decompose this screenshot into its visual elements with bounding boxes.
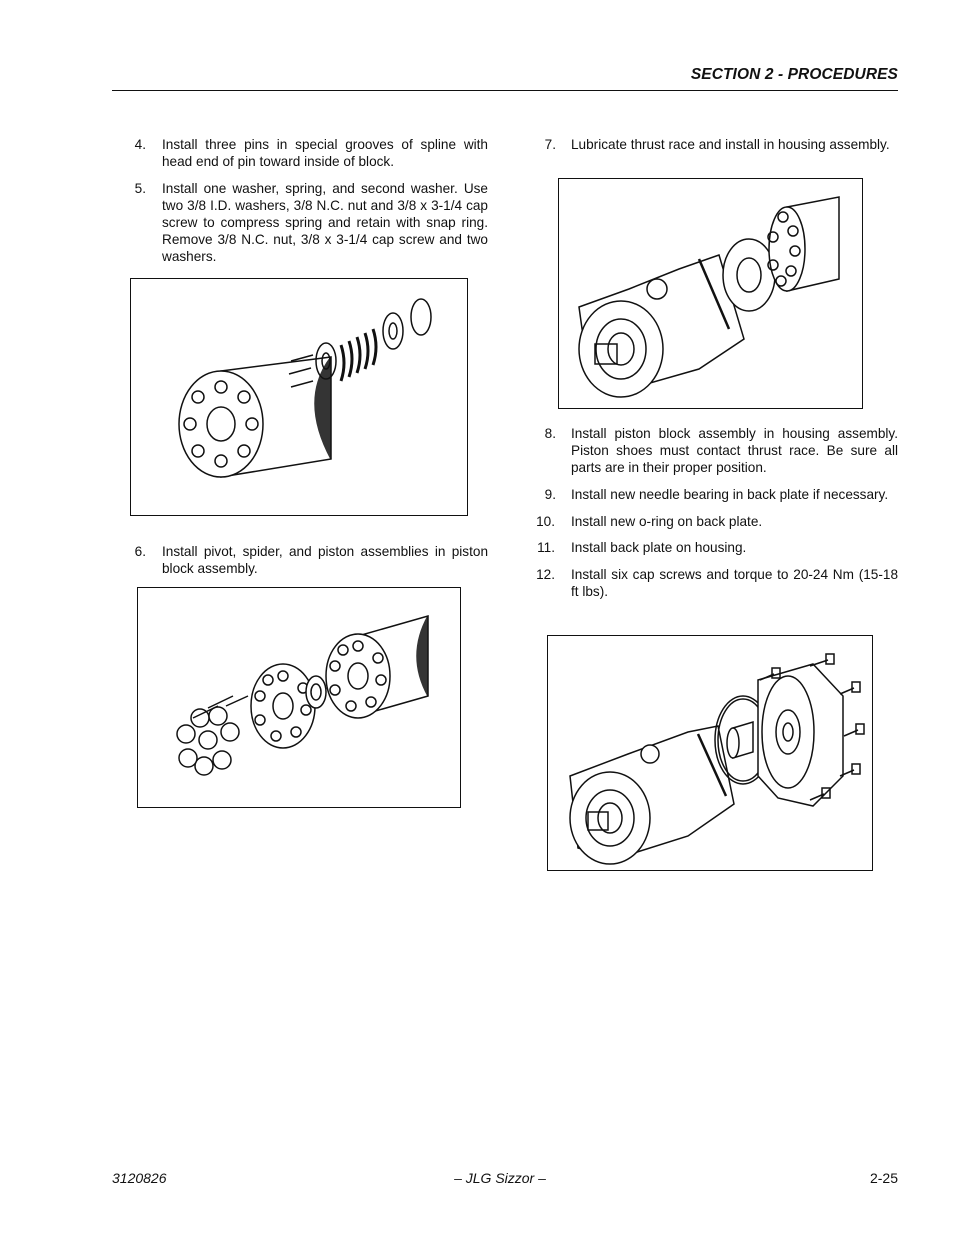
step-number: 7. — [544, 137, 556, 152]
step-text: Lubricate thrust race and install in housing assembly. — [571, 137, 890, 152]
step-number: 5. — [134, 181, 146, 196]
figure-back-plate-install — [547, 635, 873, 871]
footer-page-number: 2-25 — [869, 1170, 898, 1186]
figure-housing-thrust-race — [558, 178, 863, 409]
step-11 — [535, 539, 898, 556]
step-text: Install one washer, spring, and second washer. Use two 3/8 I.D. washers, 3/8 N.C. nut and 3/8 x 3-1/4 cap screw to compress spring and retain with snap ring. Remove 3/8 N.C. nut, 3/8 x 3-1/4 cap screw and two washers. — [162, 181, 488, 264]
piston-block-spring-illustration — [131, 279, 469, 517]
back-plate-illustration — [548, 636, 874, 872]
step-7 — [542, 136, 898, 153]
step-number: 8. — [544, 426, 556, 441]
step-number: 11. — [537, 540, 555, 555]
step-number: 12. — [536, 567, 555, 582]
figure-piston-block-spring — [130, 278, 468, 516]
step-text: Install back plate on housing. — [571, 540, 747, 555]
step-text: Install new needle bearing in back plate if necessary. — [571, 487, 889, 502]
figure-piston-spider-assembly — [137, 587, 461, 808]
step-6 — [136, 543, 488, 577]
step-text: Install new o-ring on back plate. — [571, 514, 763, 529]
section-title: SECTION 2 - PROCEDURES — [690, 66, 898, 83]
step-9 — [542, 486, 898, 503]
step-10 — [535, 513, 898, 530]
step-12 — [535, 566, 898, 600]
step-number: 9. — [544, 487, 556, 502]
piston-spider-illustration — [138, 588, 462, 809]
step-5 — [136, 180, 488, 265]
step-text: Install three pins in special grooves of spline with head end of pin toward inside of block. — [162, 137, 488, 169]
step-8 — [542, 425, 898, 476]
step-number: 6. — [134, 544, 146, 559]
footer-manual-title: – JLG Sizzor – — [454, 1170, 546, 1186]
step-number: 4. — [134, 137, 146, 152]
page-header — [112, 64, 898, 91]
step-text: Install pivot, spider, and piston assemblies in piston block assembly. — [162, 544, 488, 576]
housing-thrust-race-illustration — [559, 179, 864, 410]
step-number: 10. — [536, 514, 555, 529]
footer-doc-number: 3120826 — [112, 1170, 167, 1186]
step-text: Install six cap screws and torque to 20-24 Nm (15-18 ft lbs). — [571, 567, 898, 599]
step-text: Install piston block assembly in housing assembly. Piston shoes must contact thrust race. Be sure all parts are in their proper position. — [571, 426, 898, 475]
step-4 — [136, 136, 488, 170]
